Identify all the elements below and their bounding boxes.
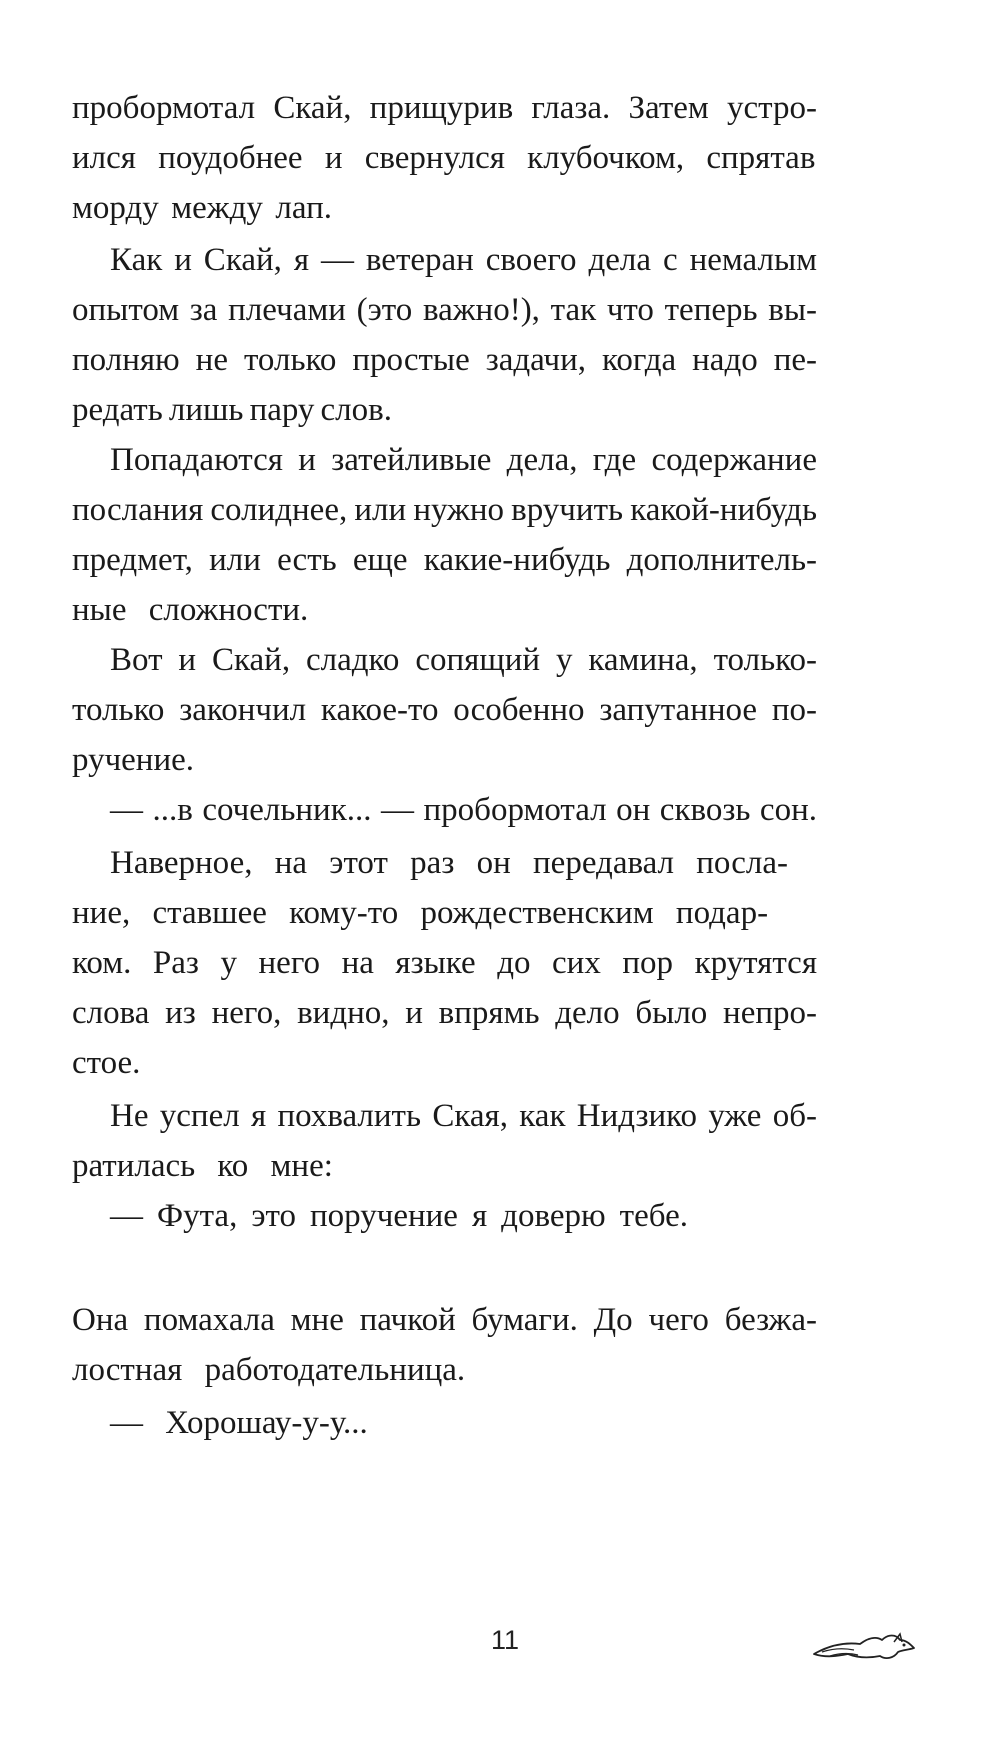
text-line: — ...в сочельник... — пробормотал он сквозь сон. — [110, 792, 817, 828]
text-line: Как и Скай, я — ветеран своего дела с немалым — [110, 242, 817, 278]
text-line: полняю не только простые задачи, когда надо пе- — [72, 342, 817, 378]
text-line: пробормотал Скай, прищурив глаза. Затем устро- — [72, 90, 817, 126]
text-line: ком. Раз у него на языке до сих пор крутятся — [72, 945, 817, 981]
text-line: стое. — [72, 1045, 141, 1081]
text-line: ился поудобнее и свернулся клубочком, спрятав — [72, 140, 816, 176]
text-line: ние, ставшее кому-то рождественским подар- — [72, 895, 769, 931]
running-fox-icon — [810, 1628, 920, 1668]
text-line: — Хорошау-у-у... — [110, 1405, 368, 1441]
text-line: морду между лап. — [72, 190, 332, 226]
text-line: ручение. — [72, 742, 195, 778]
page-number: 11 — [490, 1625, 520, 1655]
text-line: предмет, или есть еще какие-нибудь дополнитель- — [72, 542, 817, 578]
text-line: Не успел я похвалить Ская, как Нидзико уже об- — [110, 1098, 817, 1134]
text-line: только закончил какое-то особенно запутанное по- — [72, 692, 817, 728]
text-line: Попадаются и затейливые дела, где содержание — [110, 442, 817, 478]
text-line: — Фута, это поручение я доверю тебе. — [110, 1198, 688, 1234]
text-line: ные сложности. — [72, 592, 309, 628]
text-line: послания солиднее, или нужно вручить какой-нибудь — [72, 492, 817, 528]
text-line: редать лишь пару слов. — [72, 392, 392, 428]
text-line: слова из него, видно, и впрямь дело было непро- — [72, 995, 817, 1031]
text-line: опытом за плечами (это важно!), так что теперь вы- — [72, 292, 817, 328]
text-line: ратилась ко мне: — [72, 1148, 333, 1184]
text-line: Вот и Скай, сладко сопящий у камина, только- — [110, 642, 817, 678]
text-line: Она помахала мне пачкой бумаги. До чего безжа- — [72, 1302, 817, 1338]
text-line: лостная работодательница. — [72, 1352, 466, 1388]
text-line: Наверное, на этот раз он передавал посла- — [110, 845, 788, 881]
